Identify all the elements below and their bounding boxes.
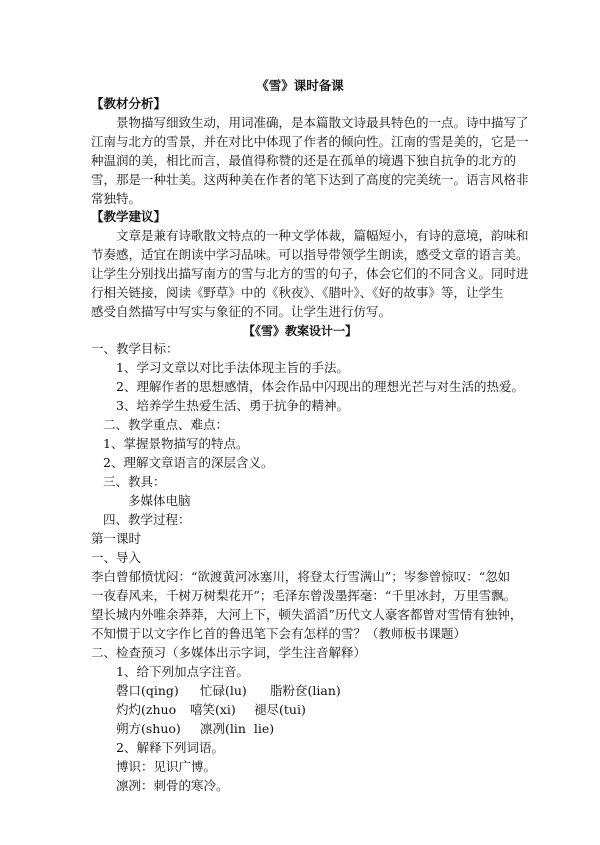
paragraph-line: 李白曾郁愤忧闷：“欲渡黄河冰塞川，将登太行雪满山”；岑参曾惊叹：“忽如 (91, 569, 511, 584)
plan-title: 【《雪》教案设计一】 (242, 324, 357, 338)
pinyin-word: 忙碌(lu) (200, 683, 247, 698)
focus-item: 2、理解文章语言的深层含义。 (103, 455, 274, 470)
tools-value: 多媒体电脑 (128, 493, 191, 508)
paragraph-line: 不知惯于以文字作匕首的鲁迅笔下会有怎样的雪？（教师板书课题） (91, 626, 467, 641)
section-heading-analysis: 【教材分析】 (91, 96, 167, 111)
paragraph-line: 常独特。 (91, 191, 142, 206)
tools-heading: 三、教具： (103, 474, 166, 489)
paragraph-line: 一夜春风来，千树万树梨花开”；毛泽东曾泼墨挥毫：“千里冰封，万里雪飘。 (91, 588, 517, 603)
paragraph-line: 感受自然描写中写实与象征的不同。让学生进行仿写。 (91, 304, 392, 319)
define-task: 2、解释下列词语。 (116, 740, 224, 755)
goal-item: 1、学习文章以对比手法体现主旨的手法。 (116, 360, 349, 375)
intro-heading: 一、导入 (91, 550, 142, 565)
paragraph-line: 让学生分别找出描写南方的雪与北方的雪的句子，体会它们的不同含义。同时进 (91, 266, 529, 281)
doc-title: 《雪》课时备课 (256, 78, 344, 93)
focus-heading: 二、教学重点、难点： (103, 417, 229, 432)
pinyin-word: 灼灼(zhuo (116, 702, 177, 717)
section-heading-suggestion: 【教学建议】 (91, 209, 167, 224)
paragraph-line: 景物描写细致生动，用词准确，是本篇散文诗最具特色的一点。诗中描写了 (116, 115, 529, 130)
pinyin-word: 脂粉奁(lian) (270, 683, 341, 698)
process-heading: 四、教学过程： (103, 512, 191, 527)
definition-item: 博识：见识广博。 (116, 759, 217, 774)
paragraph-line: 行相关链接，阅读《野草》中的《秋夜》、《腊叶》、《好的故事》等，让学生 (91, 285, 504, 300)
goal-item: 2、理解作者的思想感情，体会作品中闪现出的理想光芒与对生活的热爱。 (116, 379, 524, 394)
paragraph-line: 文章是兼有诗歌散文特点的一种文学体裁，篇幅短小，有诗的意境，韵味和 (116, 228, 529, 243)
paragraph-line: 种温润的美，相比而言，最值得称赞的还是在孤单的境遇下独自抗争的北方的 (91, 153, 517, 168)
paragraph-line: 望长城内外唯余莽莽，大河上下，顿失滔滔”历代文人豪客都曾对雪情有独钟， (91, 607, 523, 622)
pinyin-task: 1、给下列加点字注音。 (116, 664, 249, 679)
pinyin-word: 褪尽(tui) (254, 702, 306, 717)
paragraph-line: 节奏感，适宜在朗读中学习品味。可以指导带领学生朗读，感受文章的语言美。 (91, 247, 529, 262)
pinyin-word: 磬口(qing) (116, 683, 179, 698)
lesson-label: 第一课时 (91, 531, 142, 546)
pinyin-word: 凛冽(lin lie) (200, 721, 275, 736)
goal-item: 3、培养学生热爱生活、勇于抗争的精神。 (116, 398, 349, 413)
paragraph-line: 江南与北方的雪景，并在对比中体现了作者的倾向性。江南的雪是美的，它是一 (91, 134, 529, 149)
preview-heading: 二、检查预习（多媒体出示字词，学生注音解释） (91, 645, 367, 660)
paragraph-line: 雪，那是一种壮美。这两种美在作者的笔下达到了高度的完美统一。语言风格非 (91, 172, 529, 187)
pinyin-word: 朔方(shuo) (116, 721, 181, 736)
goals-heading: 一、教学目标： (91, 341, 179, 356)
pinyin-word: 嘻笑(xi) (190, 702, 236, 717)
focus-item: 1、掌握景物描写的特点。 (103, 436, 249, 451)
definition-item: 凛冽：刺骨的寒冷。 (116, 778, 229, 793)
